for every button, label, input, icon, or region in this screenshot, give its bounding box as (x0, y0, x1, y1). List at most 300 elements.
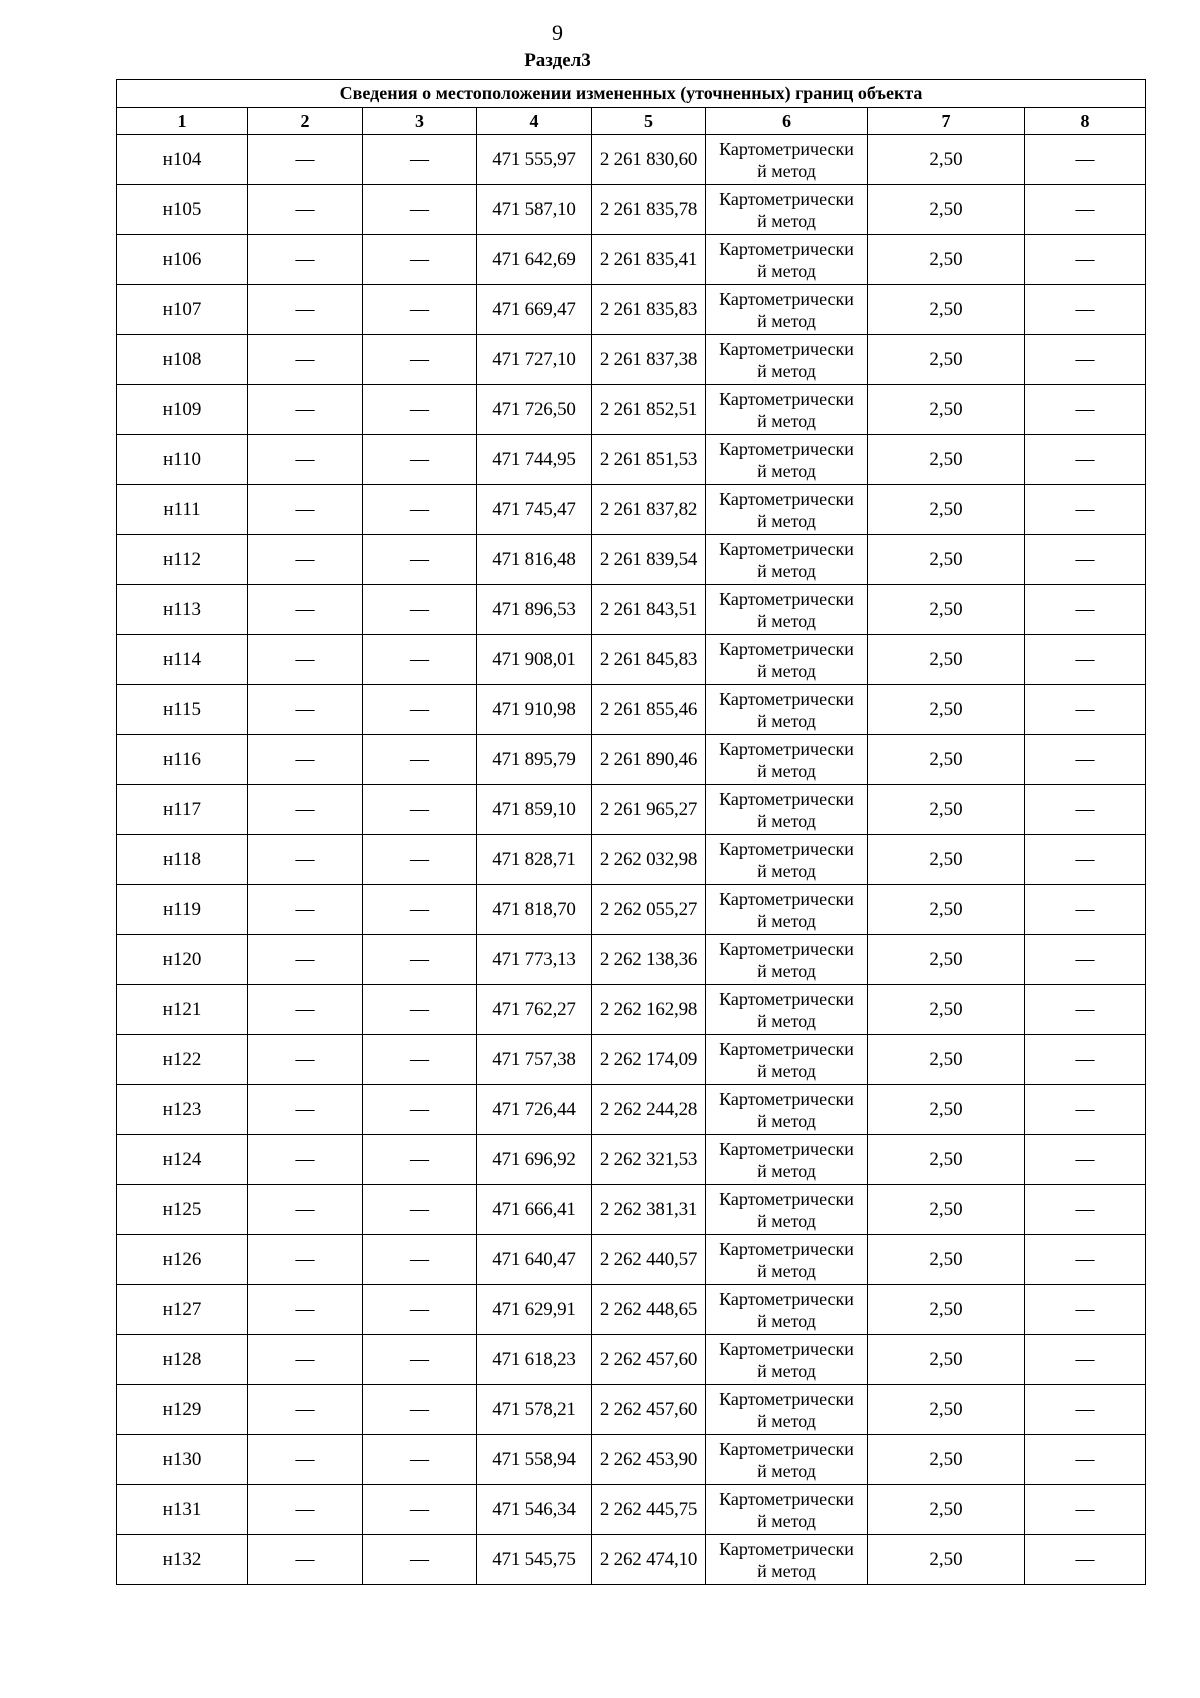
table-row (117, 1085, 1146, 1135)
x-coordinate-cell: 471 726,44 (477, 1085, 592, 1135)
x-coordinate-cell: 471 762,27 (477, 985, 592, 1035)
table-row (117, 335, 1146, 385)
method-cell (706, 1135, 868, 1185)
method-line-2: й метод (757, 610, 816, 631)
table-row (117, 185, 1146, 235)
y-coordinate-cell: 2 262 321,53 (592, 1135, 706, 1185)
method-line-1: Картометрически (719, 1388, 854, 1409)
table-row (117, 935, 1146, 985)
x-coordinate-cell: 471 640,47 (477, 1235, 592, 1285)
dash-cell: — (1025, 785, 1146, 835)
accuracy-cell: 2,50 (868, 235, 1025, 285)
point-id-cell: н122 (117, 1035, 248, 1085)
y-coordinate-cell: 2 262 440,57 (592, 1235, 706, 1285)
dash-cell: — (248, 135, 363, 185)
x-coordinate-cell: 471 859,10 (477, 785, 592, 835)
method-cell (706, 1535, 868, 1585)
table-row (117, 635, 1146, 685)
dash-cell: — (1025, 1335, 1146, 1385)
accuracy-cell: 2,50 (868, 935, 1025, 985)
accuracy-cell: 2,50 (868, 735, 1025, 785)
y-coordinate-cell: 2 262 381,31 (592, 1185, 706, 1235)
dash-cell: — (248, 685, 363, 735)
x-coordinate-cell: 471 727,10 (477, 335, 592, 385)
y-coordinate-cell: 2 261 830,60 (592, 135, 706, 185)
y-coordinate-cell: 2 262 445,75 (592, 1485, 706, 1535)
dash-cell: — (248, 1435, 363, 1485)
y-coordinate-cell: 2 261 965,27 (592, 785, 706, 835)
method-cell (706, 285, 868, 335)
dash-cell: — (248, 1135, 363, 1185)
method-cell (706, 435, 868, 485)
x-coordinate-cell: 471 895,79 (477, 735, 592, 785)
dash-cell: — (1025, 485, 1146, 535)
point-id-cell: н118 (117, 835, 248, 885)
table-row (117, 1335, 1146, 1385)
point-id-cell: н106 (117, 235, 248, 285)
accuracy-cell: 2,50 (868, 435, 1025, 485)
method-line-1: Картометрически (719, 1438, 854, 1459)
dash-cell: — (1025, 535, 1146, 585)
dash-cell: — (1025, 1285, 1146, 1335)
y-coordinate-cell: 2 262 138,36 (592, 935, 706, 985)
column-number-row (117, 108, 1146, 135)
y-coordinate-cell: 2 261 890,46 (592, 735, 706, 785)
accuracy-cell: 2,50 (868, 1085, 1025, 1135)
method-line-1: Картометрически (719, 1038, 854, 1059)
method-line-1: Картометрически (719, 1538, 854, 1559)
dash-cell: — (248, 885, 363, 935)
method-cell (706, 185, 868, 235)
method-line-1: Картометрически (719, 738, 854, 759)
x-coordinate-cell: 471 587,10 (477, 185, 592, 235)
dash-cell: — (248, 285, 363, 335)
column-number: 8 (1025, 108, 1146, 135)
y-coordinate-cell: 2 261 852,51 (592, 385, 706, 435)
accuracy-cell: 2,50 (868, 835, 1025, 885)
method-line-1: Картометрически (719, 438, 854, 459)
dash-cell: — (248, 1085, 363, 1135)
method-line-2: й метод (757, 1360, 816, 1381)
dash-cell: — (363, 185, 477, 235)
y-coordinate-cell: 2 262 474,10 (592, 1535, 706, 1585)
method-line-2: й метод (757, 460, 816, 481)
method-cell (706, 135, 868, 185)
accuracy-cell: 2,50 (868, 585, 1025, 635)
method-cell (706, 835, 868, 885)
x-coordinate-cell: 471 744,95 (477, 435, 592, 485)
point-id-cell: н119 (117, 885, 248, 935)
point-id-cell: н130 (117, 1435, 248, 1485)
point-id-cell: н114 (117, 635, 248, 685)
dash-cell: — (248, 535, 363, 585)
method-line-2: й метод (757, 1410, 816, 1431)
x-coordinate-cell: 471 546,34 (477, 1485, 592, 1535)
method-line-2: й метод (757, 860, 816, 881)
dash-cell: — (1025, 935, 1146, 985)
coordinates-table (116, 79, 1146, 1585)
point-id-cell: н127 (117, 1285, 248, 1335)
method-line-2: й метод (757, 1510, 816, 1531)
dash-cell: — (248, 1385, 363, 1435)
x-coordinate-cell: 471 666,41 (477, 1185, 592, 1235)
point-id-cell: н131 (117, 1485, 248, 1535)
point-id-cell: н115 (117, 685, 248, 735)
method-line-1: Картометрически (719, 488, 854, 509)
dash-cell: — (1025, 1435, 1146, 1485)
table-row (117, 585, 1146, 635)
y-coordinate-cell: 2 262 244,28 (592, 1085, 706, 1135)
method-line-2: й метод (757, 1260, 816, 1281)
point-id-cell: н108 (117, 335, 248, 385)
table-row (117, 235, 1146, 285)
dash-cell: — (248, 1485, 363, 1535)
dash-cell: — (363, 1485, 477, 1535)
method-line-2: й метод (757, 1460, 816, 1481)
column-number: 7 (868, 108, 1025, 135)
table-row (117, 1435, 1146, 1485)
accuracy-cell: 2,50 (868, 1535, 1025, 1585)
dash-cell: — (248, 935, 363, 985)
dash-cell: — (1025, 1085, 1146, 1135)
section-title: Раздел3 (524, 50, 591, 71)
method-line-1: Картометрически (719, 788, 854, 809)
page-number: 9 (552, 20, 563, 45)
table-row (117, 1135, 1146, 1185)
method-line-2: й метод (757, 560, 816, 581)
dash-cell: — (363, 385, 477, 435)
point-id-cell: н132 (117, 1535, 248, 1585)
point-id-cell: н104 (117, 135, 248, 185)
method-cell (706, 685, 868, 735)
dash-cell: — (248, 235, 363, 285)
x-coordinate-cell: 471 578,21 (477, 1385, 592, 1435)
dash-cell: — (363, 1535, 477, 1585)
table-row (117, 1235, 1146, 1285)
dash-cell: — (248, 185, 363, 235)
dash-cell: — (248, 435, 363, 485)
method-line-2: й метод (757, 1110, 816, 1131)
dash-cell: — (363, 985, 477, 1035)
table-row (117, 285, 1146, 335)
method-cell (706, 1035, 868, 1085)
method-cell (706, 785, 868, 835)
method-line-2: й метод (757, 960, 816, 981)
point-id-cell: н124 (117, 1135, 248, 1185)
dash-cell: — (363, 635, 477, 685)
dash-cell: — (1025, 835, 1146, 885)
y-coordinate-cell: 2 261 837,38 (592, 335, 706, 385)
method-line-2: й метод (757, 1560, 816, 1581)
method-line-1: Картометрически (719, 338, 854, 359)
method-line-2: й метод (757, 810, 816, 831)
dash-cell: — (248, 485, 363, 535)
dash-cell: — (363, 235, 477, 285)
dash-cell: — (1025, 335, 1146, 385)
y-coordinate-cell: 2 261 851,53 (592, 435, 706, 485)
table-row (117, 685, 1146, 735)
method-line-2: й метод (757, 1210, 816, 1231)
column-number: 2 (248, 108, 363, 135)
dash-cell: — (248, 385, 363, 435)
method-line-1: Картометрически (719, 188, 854, 209)
method-line-1: Картометрически (719, 988, 854, 1009)
dash-cell: — (1025, 1385, 1146, 1435)
method-line-2: й метод (757, 1160, 816, 1181)
method-line-2: й метод (757, 910, 816, 931)
dash-cell: — (363, 1285, 477, 1335)
table-row (117, 985, 1146, 1035)
dash-cell: — (363, 1035, 477, 1085)
method-line-1: Картометрически (719, 288, 854, 309)
y-coordinate-cell: 2 262 457,60 (592, 1335, 706, 1385)
method-line-1: Картометрически (719, 838, 854, 859)
dash-cell: — (363, 935, 477, 985)
dash-cell: — (248, 635, 363, 685)
method-line-1: Картометрически (719, 1138, 854, 1159)
method-line-1: Картометрически (719, 938, 854, 959)
y-coordinate-cell: 2 262 162,98 (592, 985, 706, 1035)
point-id-cell: н109 (117, 385, 248, 435)
table-row (117, 485, 1146, 535)
method-cell (706, 1185, 868, 1235)
accuracy-cell: 2,50 (868, 1235, 1025, 1285)
method-line-2: й метод (757, 1010, 816, 1031)
dash-cell: — (363, 485, 477, 535)
method-line-2: й метод (757, 260, 816, 281)
table-caption-row (117, 80, 1146, 108)
method-line-1: Картометрически (719, 1338, 854, 1359)
dash-cell: — (363, 685, 477, 735)
accuracy-cell: 2,50 (868, 185, 1025, 235)
accuracy-cell: 2,50 (868, 885, 1025, 935)
accuracy-cell: 2,50 (868, 635, 1025, 685)
accuracy-cell: 2,50 (868, 335, 1025, 385)
method-line-2: й метод (757, 710, 816, 731)
y-coordinate-cell: 2 261 855,46 (592, 685, 706, 735)
dash-cell: — (1025, 685, 1146, 735)
dash-cell: — (248, 785, 363, 835)
table-row (117, 1485, 1146, 1535)
y-coordinate-cell: 2 262 453,90 (592, 1435, 706, 1485)
method-line-1: Картометрически (719, 1238, 854, 1259)
dash-cell: — (1025, 135, 1146, 185)
method-cell (706, 1085, 868, 1135)
method-line-1: Картометрически (719, 688, 854, 709)
dash-cell: — (248, 985, 363, 1035)
x-coordinate-cell: 471 828,71 (477, 835, 592, 885)
dash-cell: — (1025, 985, 1146, 1035)
x-coordinate-cell: 471 558,94 (477, 1435, 592, 1485)
x-coordinate-cell: 471 642,69 (477, 235, 592, 285)
method-line-1: Картометрически (719, 388, 854, 409)
dash-cell: — (248, 1535, 363, 1585)
method-line-1: Картометрически (719, 138, 854, 159)
dash-cell: — (363, 535, 477, 585)
x-coordinate-cell: 471 669,47 (477, 285, 592, 335)
table-row (117, 385, 1146, 435)
accuracy-cell: 2,50 (868, 785, 1025, 835)
x-coordinate-cell: 471 818,70 (477, 885, 592, 935)
y-coordinate-cell: 2 261 845,83 (592, 635, 706, 685)
x-coordinate-cell: 471 896,53 (477, 585, 592, 635)
accuracy-cell: 2,50 (868, 685, 1025, 735)
dash-cell: — (363, 1135, 477, 1185)
method-line-1: Картометрически (719, 588, 854, 609)
column-number: 4 (477, 108, 592, 135)
method-cell (706, 1435, 868, 1485)
accuracy-cell: 2,50 (868, 1385, 1025, 1435)
point-id-cell: н116 (117, 735, 248, 785)
x-coordinate-cell: 471 618,23 (477, 1335, 592, 1385)
dash-cell: — (363, 835, 477, 885)
dash-cell: — (248, 1335, 363, 1385)
dash-cell: — (1025, 385, 1146, 435)
method-cell (706, 985, 868, 1035)
table-row (117, 885, 1146, 935)
dash-cell: — (248, 585, 363, 635)
dash-cell: — (248, 1285, 363, 1335)
table-row (117, 435, 1146, 485)
method-cell (706, 485, 868, 535)
dash-cell: — (363, 285, 477, 335)
method-cell (706, 385, 868, 435)
y-coordinate-cell: 2 261 839,54 (592, 535, 706, 585)
dash-cell: — (248, 335, 363, 385)
dash-cell: — (248, 1235, 363, 1285)
method-line-1: Картометрически (719, 1088, 854, 1109)
method-line-2: й метод (757, 360, 816, 381)
accuracy-cell: 2,50 (868, 1285, 1025, 1335)
accuracy-cell: 2,50 (868, 1035, 1025, 1085)
dash-cell: — (363, 735, 477, 785)
x-coordinate-cell: 471 545,75 (477, 1535, 592, 1585)
method-line-1: Картометрически (719, 538, 854, 559)
y-coordinate-cell: 2 261 835,78 (592, 185, 706, 235)
accuracy-cell: 2,50 (868, 1335, 1025, 1385)
x-coordinate-cell: 471 696,92 (477, 1135, 592, 1185)
method-cell (706, 1235, 868, 1285)
point-id-cell: н126 (117, 1235, 248, 1285)
column-number: 3 (363, 108, 477, 135)
accuracy-cell: 2,50 (868, 1485, 1025, 1535)
method-cell (706, 585, 868, 635)
point-id-cell: н105 (117, 185, 248, 235)
point-id-cell: н128 (117, 1335, 248, 1385)
point-id-cell: н129 (117, 1385, 248, 1435)
dash-cell: — (363, 1385, 477, 1435)
table-row (117, 1185, 1146, 1235)
dash-cell: — (1025, 1135, 1146, 1185)
table-row (117, 785, 1146, 835)
point-id-cell: н110 (117, 435, 248, 485)
dash-cell: — (363, 585, 477, 635)
x-coordinate-cell: 471 816,48 (477, 535, 592, 585)
method-cell (706, 935, 868, 985)
y-coordinate-cell: 2 262 174,09 (592, 1035, 706, 1085)
dash-cell: — (1025, 435, 1146, 485)
method-line-1: Картометрически (719, 888, 854, 909)
table-caption: Сведения о местоположении измененных (уточненных) границ объекта (117, 80, 1146, 108)
method-cell (706, 1335, 868, 1385)
dash-cell: — (1025, 1485, 1146, 1535)
x-coordinate-cell: 471 910,98 (477, 685, 592, 735)
y-coordinate-cell: 2 261 835,83 (592, 285, 706, 335)
method-line-2: й метод (757, 1310, 816, 1331)
point-id-cell: н123 (117, 1085, 248, 1135)
accuracy-cell: 2,50 (868, 285, 1025, 335)
x-coordinate-cell: 471 908,01 (477, 635, 592, 685)
table-row (117, 1285, 1146, 1335)
dash-cell: — (363, 785, 477, 835)
method-line-2: й метод (757, 510, 816, 531)
method-line-2: й метод (757, 310, 816, 331)
x-coordinate-cell: 471 773,13 (477, 935, 592, 985)
dash-cell: — (363, 435, 477, 485)
method-line-1: Картометрически (719, 1488, 854, 1509)
method-cell (706, 1485, 868, 1535)
point-id-cell: н121 (117, 985, 248, 1035)
accuracy-cell: 2,50 (868, 985, 1025, 1035)
column-number: 5 (592, 108, 706, 135)
method-line-2: й метод (757, 760, 816, 781)
table-row (117, 1535, 1146, 1585)
table-row (117, 135, 1146, 185)
method-cell (706, 635, 868, 685)
method-line-2: й метод (757, 210, 816, 231)
column-number: 1 (117, 108, 248, 135)
y-coordinate-cell: 2 262 457,60 (592, 1385, 706, 1435)
table-row (117, 835, 1146, 885)
dash-cell: — (363, 335, 477, 385)
method-cell (706, 735, 868, 785)
method-cell (706, 235, 868, 285)
accuracy-cell: 2,50 (868, 1185, 1025, 1235)
method-line-1: Картометрически (719, 1188, 854, 1209)
dash-cell: — (363, 885, 477, 935)
column-number: 6 (706, 108, 868, 135)
table-row (117, 1035, 1146, 1085)
dash-cell: — (1025, 735, 1146, 785)
accuracy-cell: 2,50 (868, 385, 1025, 435)
method-line-1: Картометрически (719, 638, 854, 659)
point-id-cell: н113 (117, 585, 248, 635)
y-coordinate-cell: 2 261 835,41 (592, 235, 706, 285)
x-coordinate-cell: 471 726,50 (477, 385, 592, 435)
table-row (117, 1385, 1146, 1435)
dash-cell: — (248, 735, 363, 785)
method-cell (706, 335, 868, 385)
point-id-cell: н107 (117, 285, 248, 335)
point-id-cell: н120 (117, 935, 248, 985)
method-line-2: й метод (757, 660, 816, 681)
dash-cell: — (248, 1035, 363, 1085)
dash-cell: — (1025, 285, 1146, 335)
method-cell (706, 1285, 868, 1335)
dash-cell: — (363, 135, 477, 185)
method-line-2: й метод (757, 160, 816, 181)
dash-cell: — (1025, 1185, 1146, 1235)
table-body (117, 135, 1146, 1585)
dash-cell: — (1025, 1235, 1146, 1285)
dash-cell: — (248, 835, 363, 885)
method-cell (706, 1385, 868, 1435)
accuracy-cell: 2,50 (868, 485, 1025, 535)
method-line-2: й метод (757, 410, 816, 431)
method-cell (706, 885, 868, 935)
x-coordinate-cell: 471 745,47 (477, 485, 592, 535)
accuracy-cell: 2,50 (868, 535, 1025, 585)
